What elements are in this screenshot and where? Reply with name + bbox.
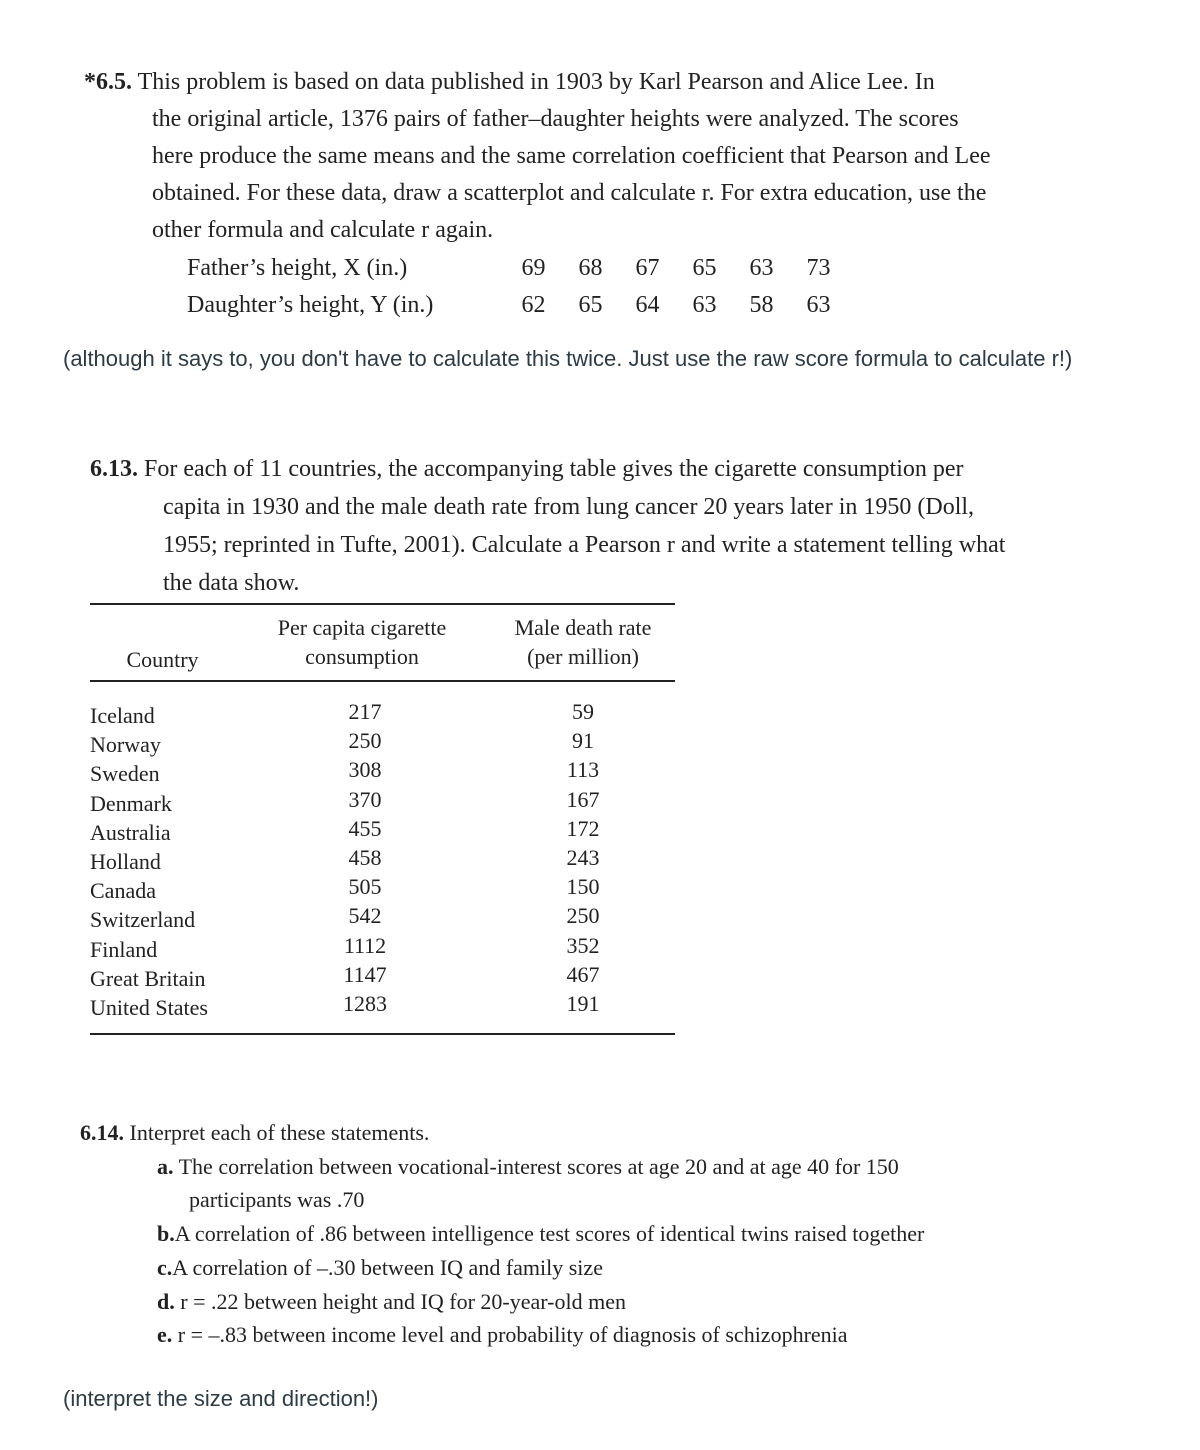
- daughter-value: 65: [578, 292, 603, 318]
- table-cell-country: Canada: [90, 878, 156, 903]
- table-cell-country: Norway: [90, 732, 161, 757]
- problem-6-5-line-4: obtained. For these data, draw a scatterplot and calculate r. For extra education, use the: [152, 180, 987, 206]
- table-cell-cigarette: 250: [348, 728, 382, 753]
- table-cell-country: Denmark: [90, 791, 172, 816]
- table-cell-death-rate: 352: [566, 933, 600, 958]
- problem-6-13-line-1: 6.13. For each of 11 countries, the accompanying table gives the cigarette consumption per: [90, 456, 964, 482]
- problem-6-5-line-5: other formula and calculate r again.: [152, 217, 494, 243]
- father-value: 73: [806, 255, 831, 281]
- problem-6-13-line-4: the data show.: [163, 570, 300, 596]
- table-cell-death-rate: 113: [566, 757, 600, 782]
- table-bottom-rule: [90, 1033, 675, 1035]
- statement-a-cont: participants was .70: [189, 1187, 365, 1212]
- instructor-note-6-5: (although it says to, you don't have to calculate this twice. Just use the raw score formula to calculate r!): [63, 346, 1073, 371]
- father-height-label: Father’s height, X (in.): [187, 255, 408, 281]
- table-cell-cigarette: 308: [348, 757, 382, 782]
- table-cell-death-rate: 150: [566, 874, 600, 899]
- header-death-line-2: (per million): [527, 644, 639, 669]
- problem-6-13-line-2: capita in 1930 and the male death rate from lung cancer 20 years later in 1950 (Doll,: [163, 494, 975, 520]
- table-cell-death-rate: 250: [566, 903, 600, 928]
- table-cell-country: Australia: [90, 820, 171, 845]
- table-cell-death-rate: 191: [566, 991, 600, 1016]
- father-value: 67: [635, 255, 660, 281]
- statement-d: d. r = .22 between height and IQ for 20-year-old men: [157, 1289, 626, 1314]
- problem-number: 6.13.: [90, 456, 138, 482]
- table-cell-death-rate: 167: [566, 787, 600, 812]
- problem-6-5-line-1: *6.5. This problem is based on data published in 1903 by Karl Pearson and Alice Lee. In: [84, 69, 935, 95]
- instructor-note-6-14: (interpret the size and direction!): [63, 1386, 379, 1411]
- problem-6-5-line-3: here produce the same means and the same correlation coefficient that Pearson and Lee: [152, 143, 991, 169]
- table-cell-cigarette: 217: [348, 699, 382, 724]
- daughter-value: 63: [806, 292, 831, 318]
- table-cell-cigarette: 1147: [343, 962, 387, 987]
- statement-a: a. The correlation between vocational-interest scores at age 20 and at age 40 for 150: [157, 1154, 899, 1179]
- problem-number: *6.5.: [84, 69, 132, 95]
- daughter-height-values: [505, 292, 847, 319]
- problem-6-13-line-3: 1955; reprinted in Tufte, 2001). Calculate a Pearson r and write a statement telling what: [163, 532, 1006, 558]
- header-country: Country: [126, 647, 199, 672]
- daughter-value: 64: [635, 292, 660, 318]
- table-cell-cigarette: 505: [348, 874, 382, 899]
- daughter-value: 58: [749, 292, 774, 318]
- table-cell-cigarette: 542: [348, 903, 382, 928]
- header-death-line-1: Male death rate: [514, 615, 652, 640]
- father-value: 65: [692, 255, 717, 281]
- statement-b: b.A correlation of .86 between intelligence test scores of identical twins raised together: [157, 1221, 925, 1246]
- table-cell-country: United States: [90, 995, 208, 1020]
- table-cell-cigarette: 455: [348, 816, 382, 841]
- header-cig-line-2: consumption: [305, 644, 419, 669]
- father-value: 68: [578, 255, 603, 281]
- table-cell-country: Switzerland: [90, 907, 196, 932]
- table-top-rule: [90, 603, 675, 605]
- table-cell-cigarette: 1112: [343, 933, 387, 958]
- daughter-value: 63: [692, 292, 717, 318]
- table-cell-cigarette: 1283: [343, 991, 387, 1016]
- problem-6-14-intro: 6.14. Interpret each of these statements.: [80, 1120, 430, 1145]
- problem-number: 6.14.: [80, 1120, 124, 1145]
- table-cell-country: Finland: [90, 937, 158, 962]
- daughter-height-label: Daughter’s height, Y (in.): [187, 292, 434, 318]
- table-header-rule: [90, 680, 675, 682]
- header-cig-line-1: Per capita cigarette: [277, 615, 447, 640]
- problem-6-5-line-2: the original article, 1376 pairs of father–daughter heights were analyzed. The scores: [152, 106, 959, 132]
- table-cell-cigarette: 370: [348, 787, 382, 812]
- table-cell-country: Iceland: [90, 703, 155, 728]
- table-cell-country: Great Britain: [90, 966, 206, 991]
- statement-e: e. r = –.83 between income level and probability of diagnosis of schizophrenia: [157, 1322, 848, 1347]
- table-cell-death-rate: 467: [566, 962, 600, 987]
- table-cell-death-rate: 59: [572, 699, 594, 724]
- table-cell-death-rate: 91: [572, 728, 594, 753]
- daughter-value: 62: [521, 292, 546, 318]
- father-value: 63: [749, 255, 774, 281]
- statement-c: c.A correlation of –.30 between IQ and family size: [157, 1255, 603, 1280]
- table-cell-country: Holland: [90, 849, 161, 874]
- table-cell-death-rate: 172: [566, 816, 600, 841]
- father-height-values: [505, 255, 847, 282]
- table-cell-cigarette: 458: [348, 845, 382, 870]
- table-cell-country: Sweden: [90, 761, 160, 786]
- father-value: 69: [521, 255, 546, 281]
- table-cell-death-rate: 243: [566, 845, 600, 870]
